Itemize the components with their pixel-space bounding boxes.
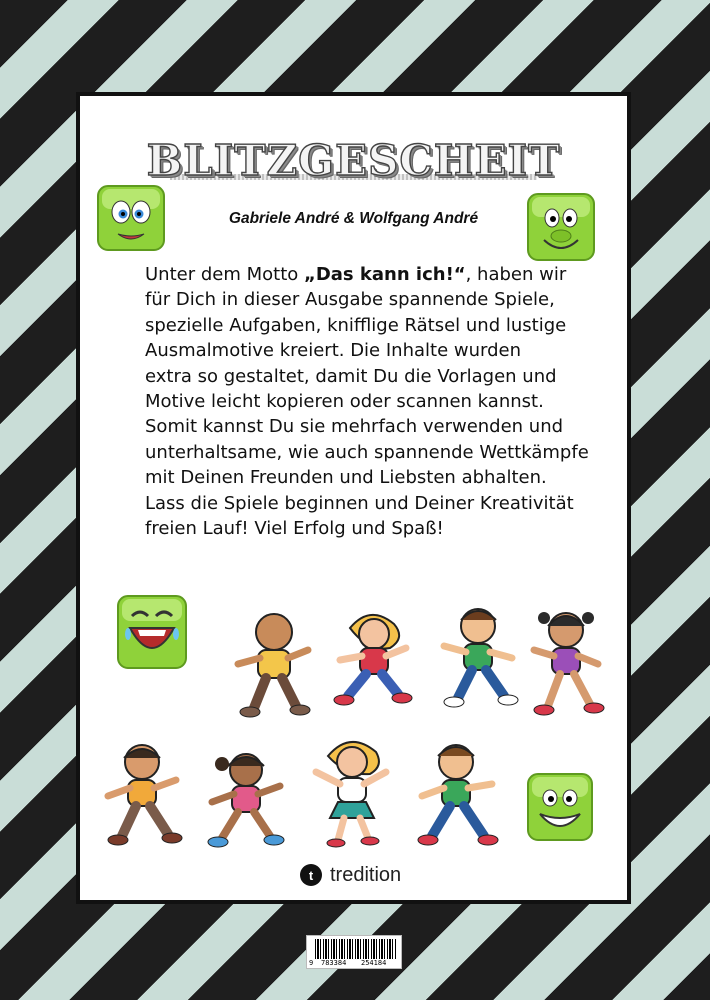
barcode-digit: 783384: [321, 959, 347, 967]
running-boy-icon: [92, 736, 190, 856]
blurb-line: freien Lauf! Viel Erfolg und Spaß!: [145, 518, 444, 540]
blurb-line: Somit kannst Du sie mehrfach verwenden und: [145, 416, 564, 438]
blurb-line: extra so gestaltet, damit Du die Vorlagen und: [145, 365, 557, 387]
isbn-barcode: [306, 935, 402, 969]
running-girl-icon: [300, 732, 400, 852]
blurb-line: für Dich in dieser Ausgabe spannende Spiele,: [145, 289, 555, 311]
blurb-line: Ausmalmotive kreiert. Die Inhalte wurden: [145, 340, 521, 362]
running-girl-icon: [192, 744, 292, 856]
blurb-fragment: Unter dem Motto: [145, 264, 304, 285]
running-boy-icon: [224, 608, 324, 728]
happy-face-icon: [526, 192, 596, 262]
blurb-line: Motive leicht kopieren oder scannen kannst.: [145, 391, 544, 413]
blurb-text: [145, 262, 589, 541]
running-girl-icon: [520, 604, 610, 728]
blurb-line: mit Deinen Freunden und Liebsten abhalten.: [145, 467, 547, 489]
blurb-motto: „Das kann ich!“: [304, 264, 466, 285]
blurb-line: Lass die Spiele beginnen und Deiner Kreativität: [145, 492, 574, 514]
publisher-name: tredition: [330, 863, 402, 886]
smiley-face-icon: [96, 184, 166, 252]
running-boy-icon: [402, 736, 506, 858]
cover-authors: Gabriele André & Wolfgang André: [228, 210, 479, 227]
barcode-digit: 254184: [361, 959, 387, 967]
blurb-line: spezielle Aufgaben, knifflige Rätsel und lustige: [145, 314, 567, 336]
tredition-logo-icon: t: [300, 864, 322, 886]
barcode-digit: 9: [309, 959, 314, 967]
blurb-line: unterhaltsame, wie auch spannende Wettkämpfe: [145, 441, 589, 463]
running-girl-icon: [320, 608, 422, 720]
crying-laughing-face-icon: [116, 594, 188, 670]
running-boy-icon: [430, 602, 526, 718]
publisher-mark: [300, 860, 401, 890]
grinning-face-icon: [526, 772, 594, 842]
barcode-bars: [315, 939, 397, 959]
blurb-line: [145, 262, 585, 287]
cover-panel: [76, 92, 631, 904]
blurb-fragment: , haben wir: [465, 264, 567, 285]
cover-title: BLITZGESCHEIT: [146, 136, 561, 185]
